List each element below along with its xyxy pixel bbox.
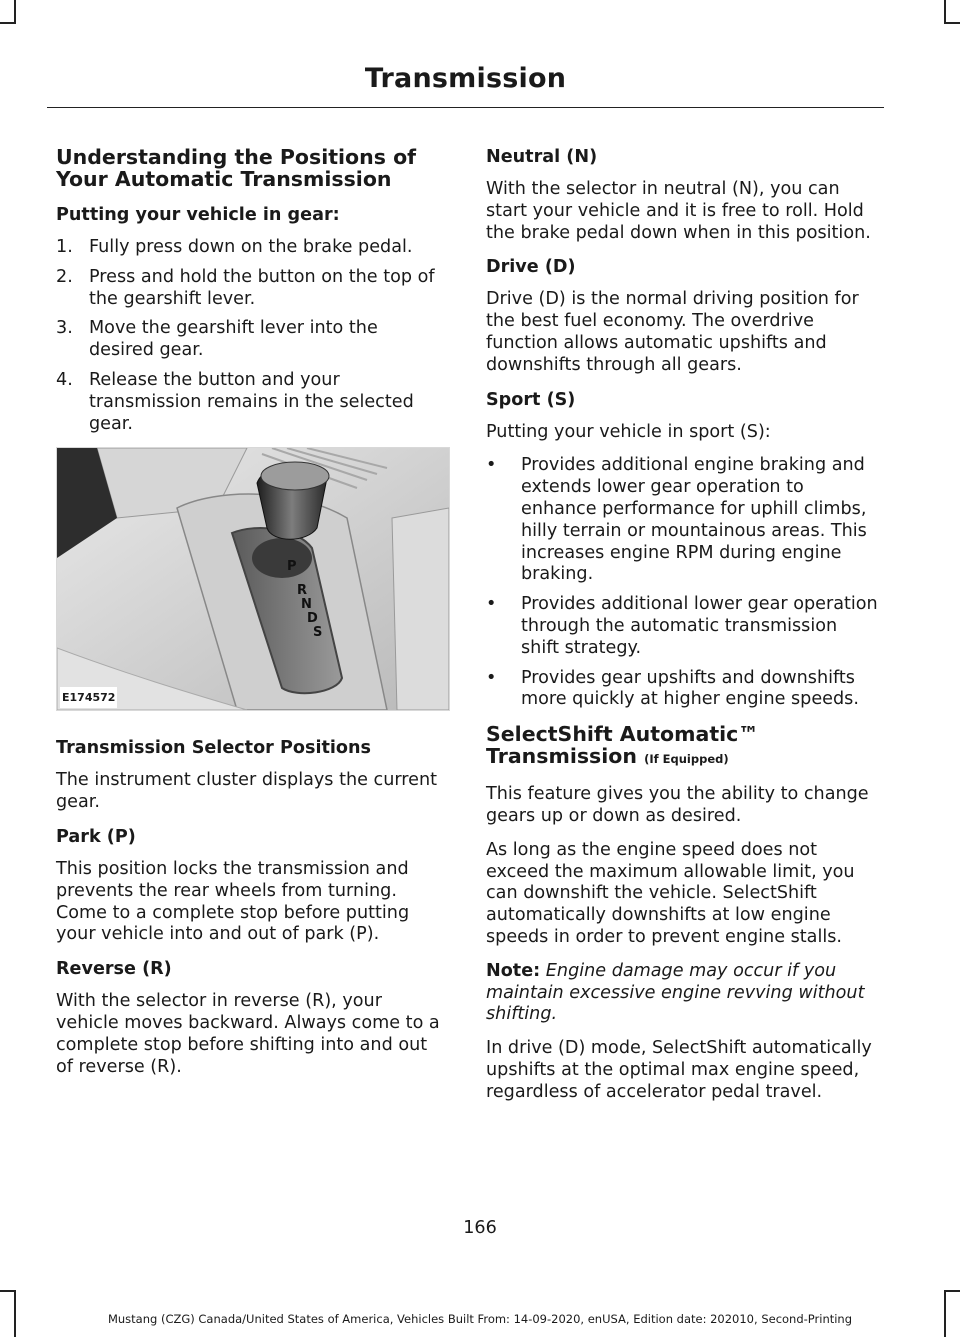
paragraph: In drive (D) mode, SelectShift automatically upshifts at the optimal max engine speed, regardless of accelerator pedal travel. bbox=[486, 1038, 872, 1102]
subheading: Reverse (R) bbox=[56, 959, 172, 980]
subheading: Drive (D) bbox=[486, 257, 576, 278]
subheading: Putting your vehicle in gear: bbox=[56, 205, 340, 225]
crop-mark bbox=[14, 0, 16, 22]
list-item bbox=[56, 370, 448, 435]
subheading: Park (P) bbox=[56, 826, 136, 847]
gearshift-illustration-svg bbox=[57, 448, 449, 710]
bullet-text: Provides gear upshifts and downshifts more quickly at higher engine speeds. bbox=[521, 667, 859, 710]
step-text: Press and hold the button on the top of the gearshift lever. bbox=[89, 266, 435, 309]
crop-mark bbox=[944, 22, 960, 24]
steps-list bbox=[56, 237, 448, 435]
gear-label-p: P bbox=[287, 559, 297, 575]
bullet-text: Provides additional engine braking and extends lower gear operation to enhance performance for uphill climbs, hilly terrain or mountainous areas. This increases engine RPM during engine braking. bbox=[521, 455, 867, 585]
section-heading-text: SelectShift Automatic™ Transmission bbox=[486, 722, 759, 769]
step-number: 3. bbox=[56, 318, 73, 339]
footer-text: Mustang (CZG) Canada/United States of America, Vehicles Built From: 14-09-2020, enUSA, Edition date: 202010, Second-Printing bbox=[107, 1312, 853, 1326]
paragraph: With the selector in neutral (N), you can start your vehicle and it is free to roll. Hold the brake pedal down when in this position. bbox=[486, 179, 871, 243]
page-header bbox=[47, 62, 884, 108]
crop-mark bbox=[0, 22, 16, 24]
right-column bbox=[486, 146, 878, 1116]
bullet: • bbox=[486, 594, 497, 615]
paragraph: As long as the engine speed does not exceed the maximum allowable limit, you can downshift the vehicle. SelectShift automatically downshifts at low engine speeds in order to prevent engine stalls. bbox=[486, 839, 855, 947]
bullet-text: Provides additional lower gear operation through the automatic transmission shift strategy. bbox=[521, 594, 878, 658]
paragraph: This position locks the transmission and prevents the rear wheels from turning. Come to a complete stop before putting your vehicle into and out of park (P). bbox=[56, 858, 410, 945]
equipped-tag: (If Equipped) bbox=[644, 752, 729, 767]
gear-label-d: D bbox=[307, 611, 318, 627]
paragraph: With the selector in reverse (R), your vehicle moves backward. Always come to a complete stop before shifting into and out of reverse (R). bbox=[56, 991, 440, 1077]
figure-id: E174572 bbox=[60, 687, 117, 709]
list-item bbox=[56, 267, 448, 311]
step-text: Release the button and your transmission remains in the selected gear. bbox=[89, 369, 414, 434]
left-column bbox=[56, 146, 448, 1090]
crop-mark bbox=[944, 1290, 960, 1292]
subheading: Neutral (N) bbox=[486, 147, 598, 167]
step-number: 2. bbox=[56, 266, 73, 287]
list-item bbox=[486, 668, 878, 712]
paragraph: Putting your vehicle in sport (S): bbox=[486, 421, 771, 442]
gearshift-illustration bbox=[56, 447, 450, 711]
sport-bullet-list bbox=[486, 455, 878, 711]
crop-mark bbox=[944, 0, 946, 22]
paragraph: This feature gives you the ability to change gears up or down as desired. bbox=[486, 784, 869, 826]
note bbox=[486, 961, 878, 1026]
list-item bbox=[486, 594, 878, 659]
step-text: Fully press down on the brake pedal. bbox=[89, 237, 413, 257]
gear-label-n: N bbox=[301, 597, 312, 613]
bullet: • bbox=[486, 667, 497, 688]
step-text: Move the gearshift lever into the desired gear. bbox=[89, 318, 378, 361]
page-title: Transmission bbox=[364, 63, 567, 94]
gear-label-s: S bbox=[313, 625, 323, 641]
subheading: Transmission Selector Positions bbox=[56, 738, 371, 759]
gear-label-r: R bbox=[297, 583, 308, 599]
step-number: 4. bbox=[56, 369, 73, 390]
step-number: 1. bbox=[56, 237, 73, 257]
paragraph: Drive (D) is the normal driving position for the best fuel economy. The overdrive function allows automatic upshifts and downshifts through all gears. bbox=[486, 289, 859, 375]
paragraph: The instrument cluster displays the current gear. bbox=[56, 770, 437, 813]
page-number: 166 bbox=[463, 1218, 497, 1238]
section-heading: Understanding the Positions of Your Automatic Transmission bbox=[56, 145, 417, 191]
subheading: Sport (S) bbox=[486, 389, 576, 410]
bullet: • bbox=[486, 455, 497, 476]
note-text: Engine damage may occur if you maintain excessive engine revving without shifting. bbox=[486, 960, 865, 1025]
section-heading bbox=[486, 723, 878, 770]
list-item bbox=[56, 237, 448, 259]
note-label: Note: bbox=[486, 960, 541, 981]
crop-mark bbox=[0, 1290, 16, 1292]
list-item bbox=[56, 318, 448, 362]
list-item bbox=[486, 455, 878, 586]
